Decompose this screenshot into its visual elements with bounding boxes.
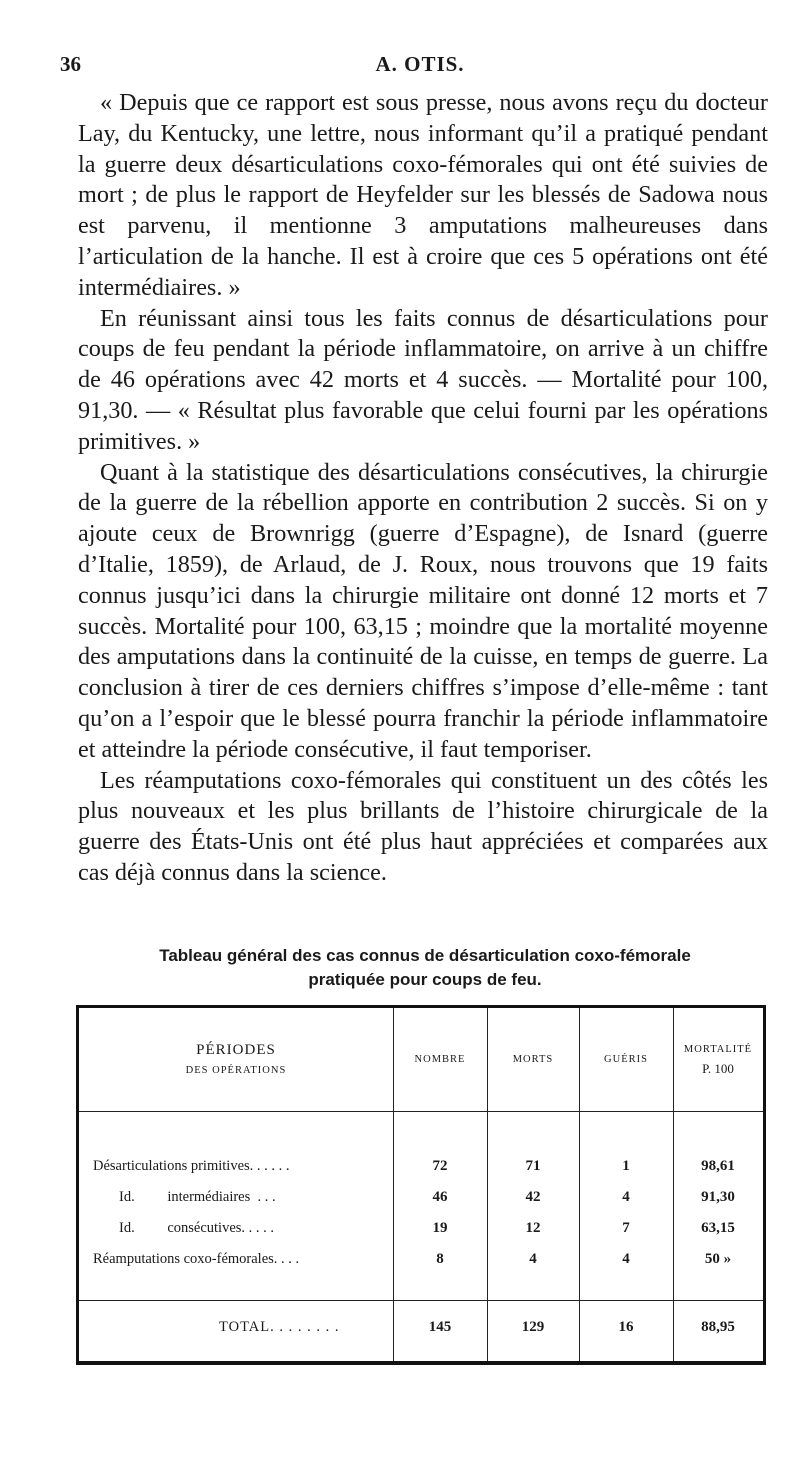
cell-gueris: 4	[622, 1251, 630, 1267]
cell-morts: 71	[525, 1158, 541, 1174]
header-mortalite-line-1: MORTALITÉ	[683, 1044, 753, 1055]
table-title	[70, 944, 780, 992]
cell-morts: 12	[525, 1220, 541, 1236]
paragraph-inflammatory: En réunissant ainsi tous les faits connus de désarticulations pour coups de feu pendant la période inflammatoire, on arrive à un chiffre de 46 opérations avec 42 morts et 4 succès. — Mortalité pour 100, 91,30. — « Résultat plus favorable que celui fourni par les opérations primitives. »	[78, 304, 768, 455]
header-mortalite-line-2: P. 100	[702, 1061, 734, 1076]
row-label-reamputations: Réamputations coxo-fémorales. . . .	[93, 1251, 300, 1267]
cell-total-morts: 129	[521, 1319, 545, 1335]
header-morts: MORTS	[512, 1054, 554, 1065]
cell-mortalite: 50 »	[704, 1251, 732, 1267]
cell-nombre: 72	[432, 1158, 448, 1174]
cell-total-nombre: 145	[428, 1319, 452, 1335]
header-gueris: GUÉRIS	[604, 1054, 648, 1065]
cell-mortalite: 91,30	[701, 1189, 735, 1205]
cell-nombre: 8	[436, 1251, 444, 1267]
row-label-primitives: Désarticulations primitives. . . . . .	[93, 1158, 290, 1174]
cell-mortalite: 98,61	[701, 1158, 735, 1174]
row-label-total: TOTAL. . . . . . . .	[219, 1319, 340, 1335]
cell-mortalite: 63,15	[701, 1220, 735, 1236]
statistics-table	[76, 1005, 766, 1365]
running-head	[60, 52, 780, 82]
header-periods-line-2: DES OPÉRATIONS	[185, 1065, 287, 1076]
cell-gueris: 4	[622, 1189, 630, 1205]
cell-gueris: 7	[622, 1220, 630, 1236]
header-divider	[79, 1111, 763, 1112]
cell-gueris: 1	[622, 1158, 630, 1174]
row-label-consecutives: Id. consécutives. . . . .	[119, 1220, 275, 1236]
page-number: 36	[60, 52, 81, 76]
header-periods-line-1: PÉRIODES	[196, 1042, 276, 1058]
paragraph-quote: « Depuis que ce rapport est sous presse, nous avons reçu du docteur Lay, du Kentucky, une lettre, nous informant qu’il a pratiqué pendant la guerre deux désarticulations coxo-fémorales qui ont été suivies de mort ; de plus le rapport de Heyfelder sur les blessés de Sadowa nous est parvenu, il mentionne 3 amputations malheureuses dans l’articulation de la hanche. Il est à croire que ces 5 opérations ont été intermédiaires. »	[78, 89, 768, 301]
cell-morts: 4	[529, 1251, 537, 1267]
cell-nombre: 19	[432, 1220, 448, 1236]
row-label-intermediaires: Id. intermédiaires . . .	[119, 1189, 276, 1205]
header-mortalite	[673, 1044, 763, 1077]
table-title-line-2: pratiquée pour coups de feu.	[308, 970, 542, 989]
cell-total-gueris: 16	[618, 1319, 634, 1335]
body-text	[78, 88, 768, 889]
table-title-line-1: Tableau général des cas connus de désarticulation coxo-fémorale	[159, 946, 691, 965]
running-head-author: A. OTIS.	[375, 52, 465, 76]
header-nombre: NOMBRE	[414, 1054, 466, 1065]
total-divider	[79, 1300, 763, 1301]
paragraph-consecutive: Quant à la statistique des désarticulations consécutives, la chirurgie de la guerre de la rébellion apporte en contribution 2 succès. Si on y ajoute ceux de Brownrigg (guerre d’Espagne), de Isnard (guerre d’Italie, 1859), de Arlaud, de J. Roux, nous trouvons que 19 faits connus jusqu’ici dans la chirurgie militaire ont donné 12 morts et 7 succès. Mortalité pour 100, 63,15 ; moindre que la mortalité moyenne des amputations dans la continuité de la cuisse, en temps de guerre. La conclusion à tirer de ces derniers chiffres s’impose d’elle-même : tant qu’on a l’espoir que le blessé pourra franchir la période inflammatoire et atteindre la période consécutive, il faut temporiser.	[78, 458, 768, 763]
cell-nombre: 46	[432, 1189, 448, 1205]
cell-morts: 42	[525, 1189, 541, 1205]
paragraph-reamputations: Les réamputations coxo-fémorales qui constituent un des côtés les plus nouveaux et les plus brillants de l’histoire chirurgicale de la guerre des États-Unis ont été plus haut appréciées et comparées aux cas déjà connus dans la science.	[78, 766, 768, 886]
cell-total-mortalite: 88,95	[701, 1319, 735, 1335]
header-periods	[79, 1042, 393, 1076]
